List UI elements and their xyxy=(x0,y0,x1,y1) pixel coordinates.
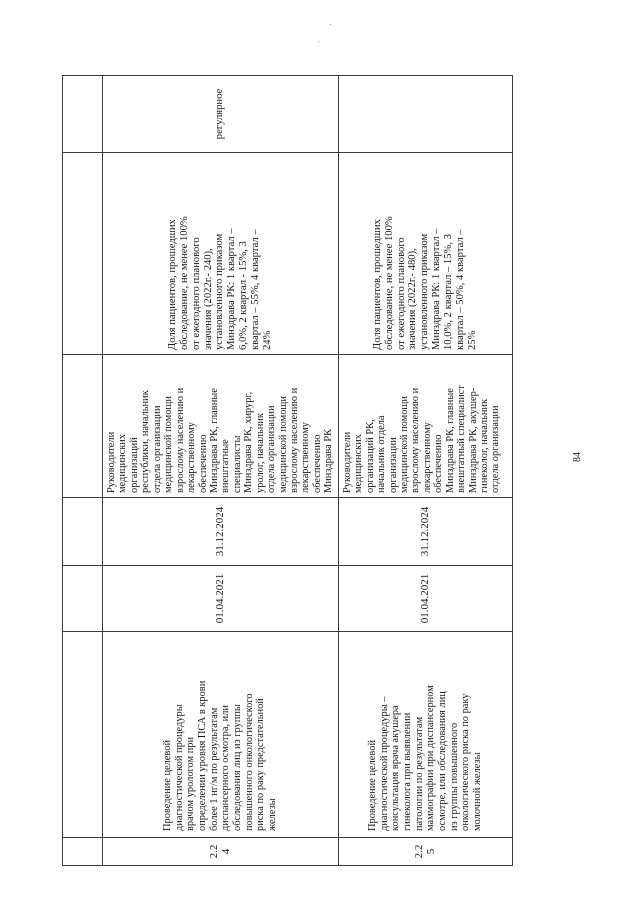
cell-text-line: Минздрава РК: 1 квартал – xyxy=(431,228,443,350)
action-cell xyxy=(63,632,103,838)
cell-text-line: внештатные xyxy=(220,439,232,493)
cell-text-line: диспансерного осмотра, или xyxy=(220,705,232,831)
indicator-cell xyxy=(103,153,339,355)
table-body xyxy=(63,76,513,866)
cell-text-line: взрослому населению и xyxy=(174,387,186,493)
cell-text-line: Доля пациентов, прошедших xyxy=(371,219,383,350)
cell-text-line: организаций РК, xyxy=(364,419,376,493)
cell-text-line: обследование, не менее 100% xyxy=(178,216,190,350)
scan-speck xyxy=(318,41,319,42)
cell-text-line: значения (2022г.- 480), xyxy=(407,248,419,350)
end-date-cell: 31.12.2024 xyxy=(103,498,339,566)
cell-text-line: отдела организации xyxy=(151,405,163,493)
responsible-cell xyxy=(103,355,339,498)
cell-text-line: обследование, не менее 100% xyxy=(383,216,395,350)
start-date-cell: 01.04.2021 xyxy=(338,566,512,632)
cell-text-line: Минздрава РК, главные xyxy=(444,388,456,493)
cell-text-line: медицинской помощи xyxy=(398,396,410,493)
row-number-cell: 2.25 xyxy=(338,838,512,866)
cell-text-line: диагностической процедуры xyxy=(173,704,185,831)
periodicity-cell xyxy=(338,76,512,153)
periodicity-cell: регулярное xyxy=(103,76,339,153)
cell-text-line: диагностической процедуры – xyxy=(378,696,390,831)
cell-text-line: 10,0%, 2 квартал – 15%, 3 xyxy=(443,234,455,350)
cell-text-line: отдела организации xyxy=(266,405,278,493)
cell-text-line: гинеколог, начальник xyxy=(479,398,490,493)
start-date-cell xyxy=(63,566,103,632)
end-date-cell xyxy=(63,498,103,566)
cell-text-line: 25% xyxy=(466,330,478,350)
action-cell xyxy=(103,632,339,838)
start-date-cell: 01.04.2021 xyxy=(103,566,339,632)
cell-text-line: обследования лиц из группы xyxy=(232,704,244,831)
cell-text-line: Проведение целевой xyxy=(367,739,379,831)
cell-text-line: значения (2022г.- 240), xyxy=(202,248,214,350)
cell-text-line: медицинских xyxy=(353,434,365,493)
cell-text-line: от ежегодного планового xyxy=(395,237,407,350)
responsible-cell xyxy=(338,355,512,498)
page-number: 84 xyxy=(572,452,583,462)
row-number-cell: 2.24 xyxy=(103,838,339,866)
cell-text-line: Руководители xyxy=(341,431,353,493)
cell-text-line: более 1 нг/м по результатам xyxy=(208,707,220,831)
cell-text-line: взрослому населению и xyxy=(289,387,300,493)
cell-text-line: маммографии при диспансерном xyxy=(425,685,437,831)
cell-text-line: начальник отдела xyxy=(376,415,388,493)
cell-text-line: обеспечению xyxy=(433,434,445,493)
cell-text-line: врачом урологом при xyxy=(185,736,197,831)
cell-text-line: республики, начальник xyxy=(140,390,152,493)
cell-text-line: онкологического риска по раку xyxy=(460,693,472,831)
table-row xyxy=(63,76,103,866)
cell-text-line: лекарственному xyxy=(300,422,312,493)
table-row xyxy=(338,76,512,866)
cell-text-line: Минздрава РК xyxy=(323,428,335,493)
cell-text-line: из группы повышенного xyxy=(448,722,460,831)
cell-text-line: квартал – 55%, 4 квартал – xyxy=(250,229,262,350)
cell-text-line: Доля пациентов, прошедших xyxy=(167,219,178,350)
periodicity-cell xyxy=(63,76,103,153)
indicator-cell xyxy=(338,153,512,355)
cell-text-line: Минздрава РК, главные xyxy=(208,388,220,493)
cell-text-line: квартал – 50%, 4 квартал – xyxy=(454,229,466,350)
cell-text-line: установленного приказом xyxy=(419,233,431,350)
cell-text-line: Минздрава РК, хирург, xyxy=(243,391,255,493)
end-date-cell: 31.12.2024 xyxy=(338,498,512,566)
cell-text-line: гинеколога при выявлении xyxy=(401,712,413,831)
cell-text-line: определении уровня ПСА в крови xyxy=(197,680,209,831)
cell-text-line: Проведение целевой xyxy=(162,739,174,831)
cell-text-line: лекарственному xyxy=(421,422,433,493)
cell-text-line: взрослому населению и xyxy=(410,387,422,493)
cell-text-line: Минздрава РК: 1 квартал – xyxy=(226,228,238,350)
cell-text-line: внештатный специалист xyxy=(456,385,468,493)
measures-table-rotated xyxy=(62,76,502,866)
scan-speck xyxy=(330,24,331,25)
table-row xyxy=(103,76,339,866)
cell-text-line: уролог, начальник xyxy=(254,413,266,493)
cell-text-line: от ежегодного планового xyxy=(190,237,202,350)
row-number-cell xyxy=(63,838,103,866)
cell-text-line: железы xyxy=(266,798,278,831)
cell-text-line: повышенного онкологического xyxy=(243,693,255,831)
cell-text-line: отдела организации xyxy=(490,405,502,493)
cell-text-line: обеспечению xyxy=(197,434,209,493)
cell-text-line: патологии по результатам xyxy=(413,716,425,831)
cell-text-line: молочной железы xyxy=(471,752,483,831)
cell-text-line: обеспечению xyxy=(311,434,323,493)
cell-text-line: риска по раку предстательной xyxy=(255,698,267,831)
cell-text-line: лекарственному xyxy=(186,422,198,493)
cell-text-line: медицинской помощи xyxy=(277,396,289,493)
cell-text-line: установленного приказом xyxy=(214,233,226,350)
cell-text-line: медицинской помощи xyxy=(163,396,175,493)
cell-text-line: специалисты xyxy=(231,435,243,493)
cell-text-line: Минздрава РК, акушер- xyxy=(467,387,479,493)
cell-text-line: медицинских xyxy=(117,434,129,493)
cell-text-line: организации xyxy=(387,437,399,493)
cell-text-line: осмотре, или обследования лиц xyxy=(436,691,448,831)
measures-table xyxy=(62,75,513,866)
cell-text-line: организаций xyxy=(128,437,140,493)
responsible-cell xyxy=(63,355,103,498)
action-cell xyxy=(338,632,512,838)
indicator-cell xyxy=(63,153,103,355)
cell-text-line: 24% xyxy=(261,330,273,350)
cell-text-line: консультация врача акушера xyxy=(390,705,402,831)
cell-text-line: Руководители xyxy=(106,431,117,493)
cell-text-line: 6,0%, 2 квартал - 15%, 3 xyxy=(238,241,250,350)
